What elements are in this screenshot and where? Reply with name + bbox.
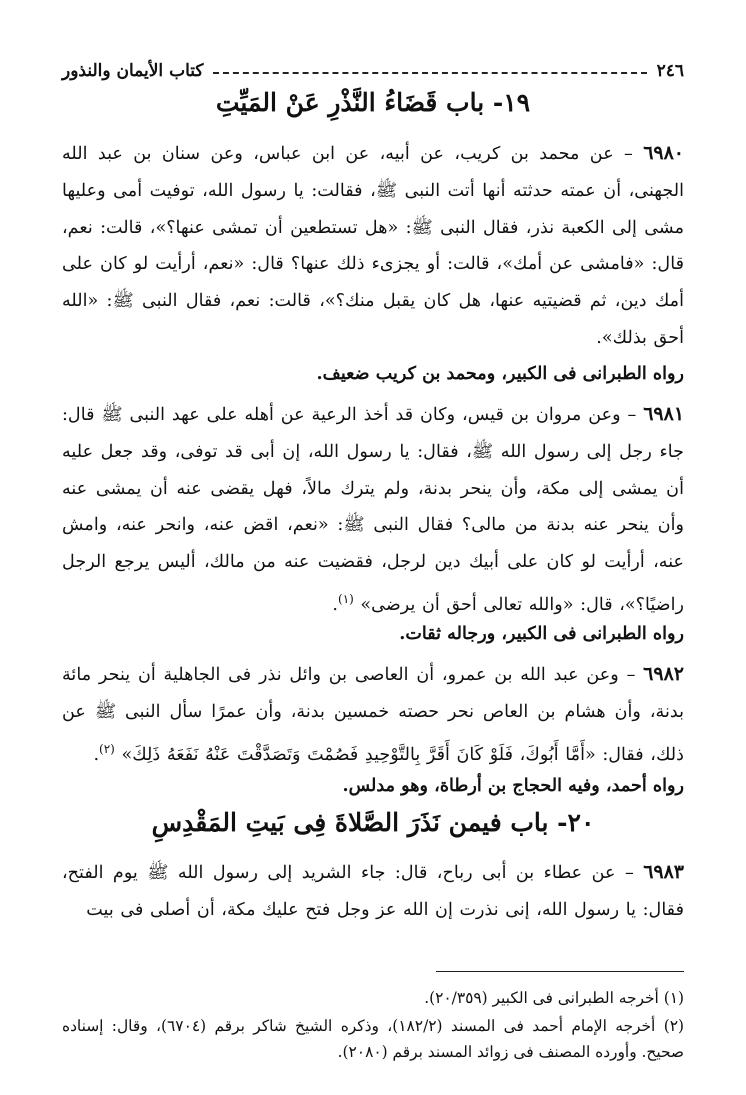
hadith-dash: – bbox=[615, 863, 634, 883]
page-number: ٢٤٦ bbox=[656, 61, 684, 81]
hadith-text: وعن عبد الله بن عمرو، أن العاصى بن وائل نذر فى الجاهلية أن ينحر مائة بدنة، وأن هشام بن العاص نحر حصته خمسين بدنة، وأن عمرًا سأل النبى ﷺ عن ذلك، فقال: «أَمَّا أَبُوكَ، فَلَوْ كَانَ أَقَرَّ بِالتَّوْحِيدِ فَصُمْتَ وَتَصَدَّقْتَ عَنْهُ نَفَعَهُ ذَلِكَ» bbox=[62, 665, 684, 765]
hadith-number: ٦٩٨٠ bbox=[643, 142, 685, 164]
footnote-ref: (٢) bbox=[99, 741, 115, 756]
sentence-end: . bbox=[93, 744, 100, 765]
hadith-dash: – bbox=[618, 665, 636, 685]
hadith-dash: – bbox=[620, 405, 637, 425]
hadith-paragraph bbox=[62, 396, 684, 624]
section-heading: ٢٠- باب فيمن نَذَرَ الصَّلاةَ فِى بَيتِ المَقْدِسِ bbox=[151, 808, 595, 837]
narration-note: رواه الطبرانى فى الكبير، ورجاله ثقات. bbox=[399, 623, 684, 644]
header-divider bbox=[213, 72, 646, 74]
footnote: (٢) أخرجه الإمام أحمد فى المسند (١٨٢/٢)، وذكره الشيخ شاكر برقم (٦٧٠٤)، وقال: إسناده صحيح. وأورده المصنف فى زوائد المسند برقم (٢٠٨٠). bbox=[62, 1017, 684, 1061]
book-title: كتاب الأيمان والنذور bbox=[62, 61, 204, 81]
hadith-paragraph bbox=[62, 656, 684, 773]
section-heading: ١٩- باب قَضَاءُ النَّذْرِ عَنْ المَيِّتِ bbox=[215, 88, 531, 117]
hadith-text: عن عطاء بن أبى رباح، قال: جاء الشريد إلى رسول الله ﷺ يوم الفتح، فقال: يا رسول الله، إنى نذرت إن الله عز وجل فتح عليك مكة، أن أصلى فى بيت bbox=[62, 863, 684, 920]
hadith-paragraph bbox=[62, 854, 684, 929]
hadith-number: ٦٩٨١ bbox=[643, 403, 685, 425]
hadith-number: ٦٩٨٣ bbox=[643, 861, 685, 883]
hadith-number: ٦٩٨٢ bbox=[643, 663, 684, 685]
hadith-text: عن محمد بن كريب، عن أبيه، عن ابن عباس، وعن سنان بن عبد الله الجهنى، أن عمته حدثته أنها أتت النبى ﷺ، فقالت: يا رسول الله، توفيت أمى وعليها مشى إلى الكعبة نذر، فقال النبى ﷺ: «هل تستطعين أن تمشى عنها؟»، قالت: نعم، قال: «فامشى عن أمك»، قالت: أو يجزىء ذلك عنها؟ قال: «نعم، أرأيت لو كان على أمك دين، ثم قضيتيه عنها، هل كان يقبل منك؟»، قالت: نعم، فقال النبى ﷺ: «الله أحق بذلك». bbox=[62, 144, 684, 348]
narration-note: رواه الطبرانى فى الكبير، ومحمد بن كريب ضعيف. bbox=[316, 363, 684, 384]
footnote: (١) أخرجه الطبرانى فى الكبير (٢٠/٣٥٩). bbox=[424, 989, 684, 1007]
narration-note: رواه أحمد، وفيه الحجاج بن أرطاة، وهو مدلس. bbox=[342, 775, 684, 796]
hadith-dash: – bbox=[613, 144, 633, 164]
hadith-text: وعن مروان بن قيس، وكان قد أخذ الرعية عن أهله على عهد النبى ﷺ قال: جاء رجل إلى رسول الله ﷺ، فقال: يا رسول الله، إن أبى قد توفى، وقد جعل عليه أن يمشى إلى مكة، وأن ينحر بدنة، ولم يترك مالاً، فهل يقضى عنه أن يمشى عنه وأن ينحر عنه بدنة من مالى؟ فقال النبى ﷺ: «نعم، اقض عنه، وانحر عنه، وامش عنه، أرأيت لو كان على أبيك دين لرجل، فقضيت عنه من مالك، أليس يرجع الرجل راضيًا؟»، قال: «والله تعالى أحق أن يرضى» bbox=[62, 405, 684, 615]
running-header bbox=[62, 58, 684, 84]
hadith-paragraph bbox=[62, 135, 684, 357]
sentence-end: . bbox=[332, 594, 338, 615]
footnote-divider bbox=[436, 971, 684, 972]
footnote-ref: (١) bbox=[338, 591, 354, 606]
